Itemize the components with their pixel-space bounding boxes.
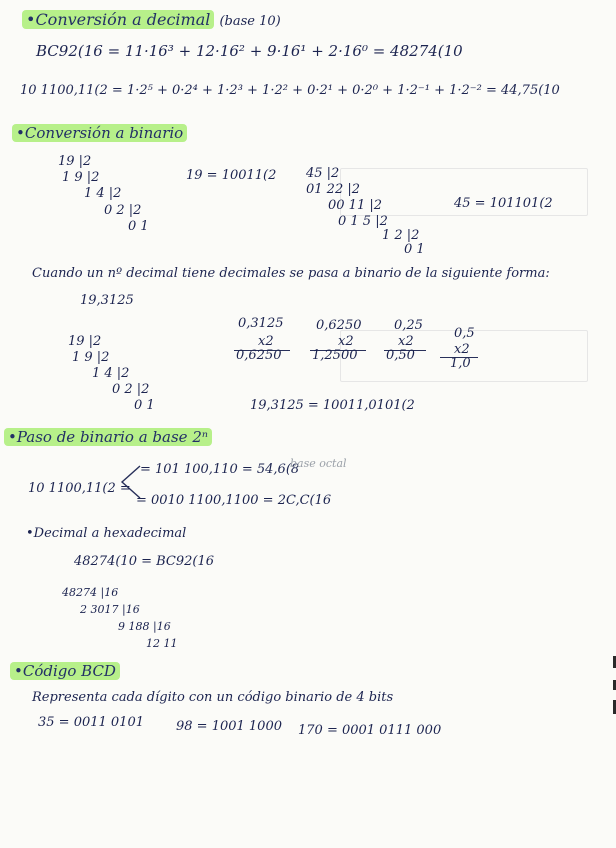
hex-to-decimal-equation: BC92(16 = 11·16³ + 12·16² + 9·16¹ + 2·16⁰ = 48274(10 [36,42,463,60]
division-step: 0 1 [404,242,425,257]
binary-to-decimal-equation: 10 1100,11(2 = 1·2⁵ + 0·2⁴ + 1·2³ + 1·2² + 0·2¹ + 0·2⁰ + 1·2⁻¹ + 1·2⁻² = 44,75(10 [20,83,560,98]
division-step: 9 188 |16 [118,620,171,633]
division-step: 1 9 |2 [72,350,110,365]
section-heading-binary: •Conversión a binario [12,124,187,142]
binary-result-45: 45 = 101101(2 [454,196,553,211]
division-step: 1 4 |2 [92,366,130,381]
section-heading-base-2n: •Paso de binario a base 2ⁿ [4,428,212,446]
multiply-result: 1,0 [450,356,471,371]
multiply-factor: x2 [454,342,470,357]
multiply-factor: x2 [398,334,414,349]
dec-to-hex-equation: 48274(10 = BC92(16 [74,554,215,569]
bcd-example: 98 = 1001 1000 [176,719,282,734]
multiply-factor: x2 [338,334,354,349]
division-step: 1 9 |2 [62,170,100,185]
binary-result-19: 19 = 10011(2 [186,168,277,183]
example-number: 19,3125 [80,293,134,308]
division-step: 0 1 [128,219,149,234]
division-step: 0 2 |2 [104,203,142,218]
division-step: 48274 |16 [62,586,119,599]
decimal-fraction-note: Cuando un nº decimal tiene decimales se pasa a binario de la siguiente forma: [32,266,550,281]
multiply-top: 0,25 [394,318,423,333]
bcd-example: 35 = 0011 0101 [38,715,144,730]
division-step: 12 11 [146,637,178,650]
bcd-example: 170 = 0001 0111 000 [298,723,442,738]
hex-conversion: = 0010 1100,1100 = 2C,C(16 [136,493,332,508]
sub-heading-dec-to-hex: •Decimal a hexadecimal [26,526,187,541]
division-step: 00 11 |2 [328,198,382,213]
octal-conversion: = 101 100,110 = 54,6(8 [140,462,300,477]
multiply-factor: x2 [258,334,274,349]
division-step: 1 2 |2 [382,228,420,243]
division-step: 1 4 |2 [84,186,122,201]
multiply-result: 0,6250 [236,348,282,363]
fraction-binary-result: 19,3125 = 10011,0101(2 [250,398,415,413]
multiply-result: 1,2500 [312,348,358,363]
division-step: 0 2 |2 [112,382,150,397]
multiply-result: 0,50 [386,348,415,363]
octal-note: base octal [290,457,347,470]
division-step: 2 3017 |16 [80,603,140,616]
division-step: 19 |2 [58,154,92,169]
section-heading-bcd: •Código BCD [10,662,120,680]
section-heading-decimal: •Conversión a decimal (base 10) [22,10,281,29]
division-step: 0 1 5 |2 [338,214,388,229]
bcd-description: Representa cada dígito con un código binario de 4 bits [32,690,394,705]
division-step: 45 |2 [306,166,340,181]
multiply-top: 0,6250 [316,318,362,333]
division-step: 01 22 |2 [306,182,360,197]
division-step: 19 |2 [68,334,102,349]
multiply-top: 0,3125 [238,316,284,331]
binary-source: 10 1100,11(2 = [28,481,131,496]
division-step: 0 1 [134,398,155,413]
multiply-top: 0,5 [454,326,475,341]
